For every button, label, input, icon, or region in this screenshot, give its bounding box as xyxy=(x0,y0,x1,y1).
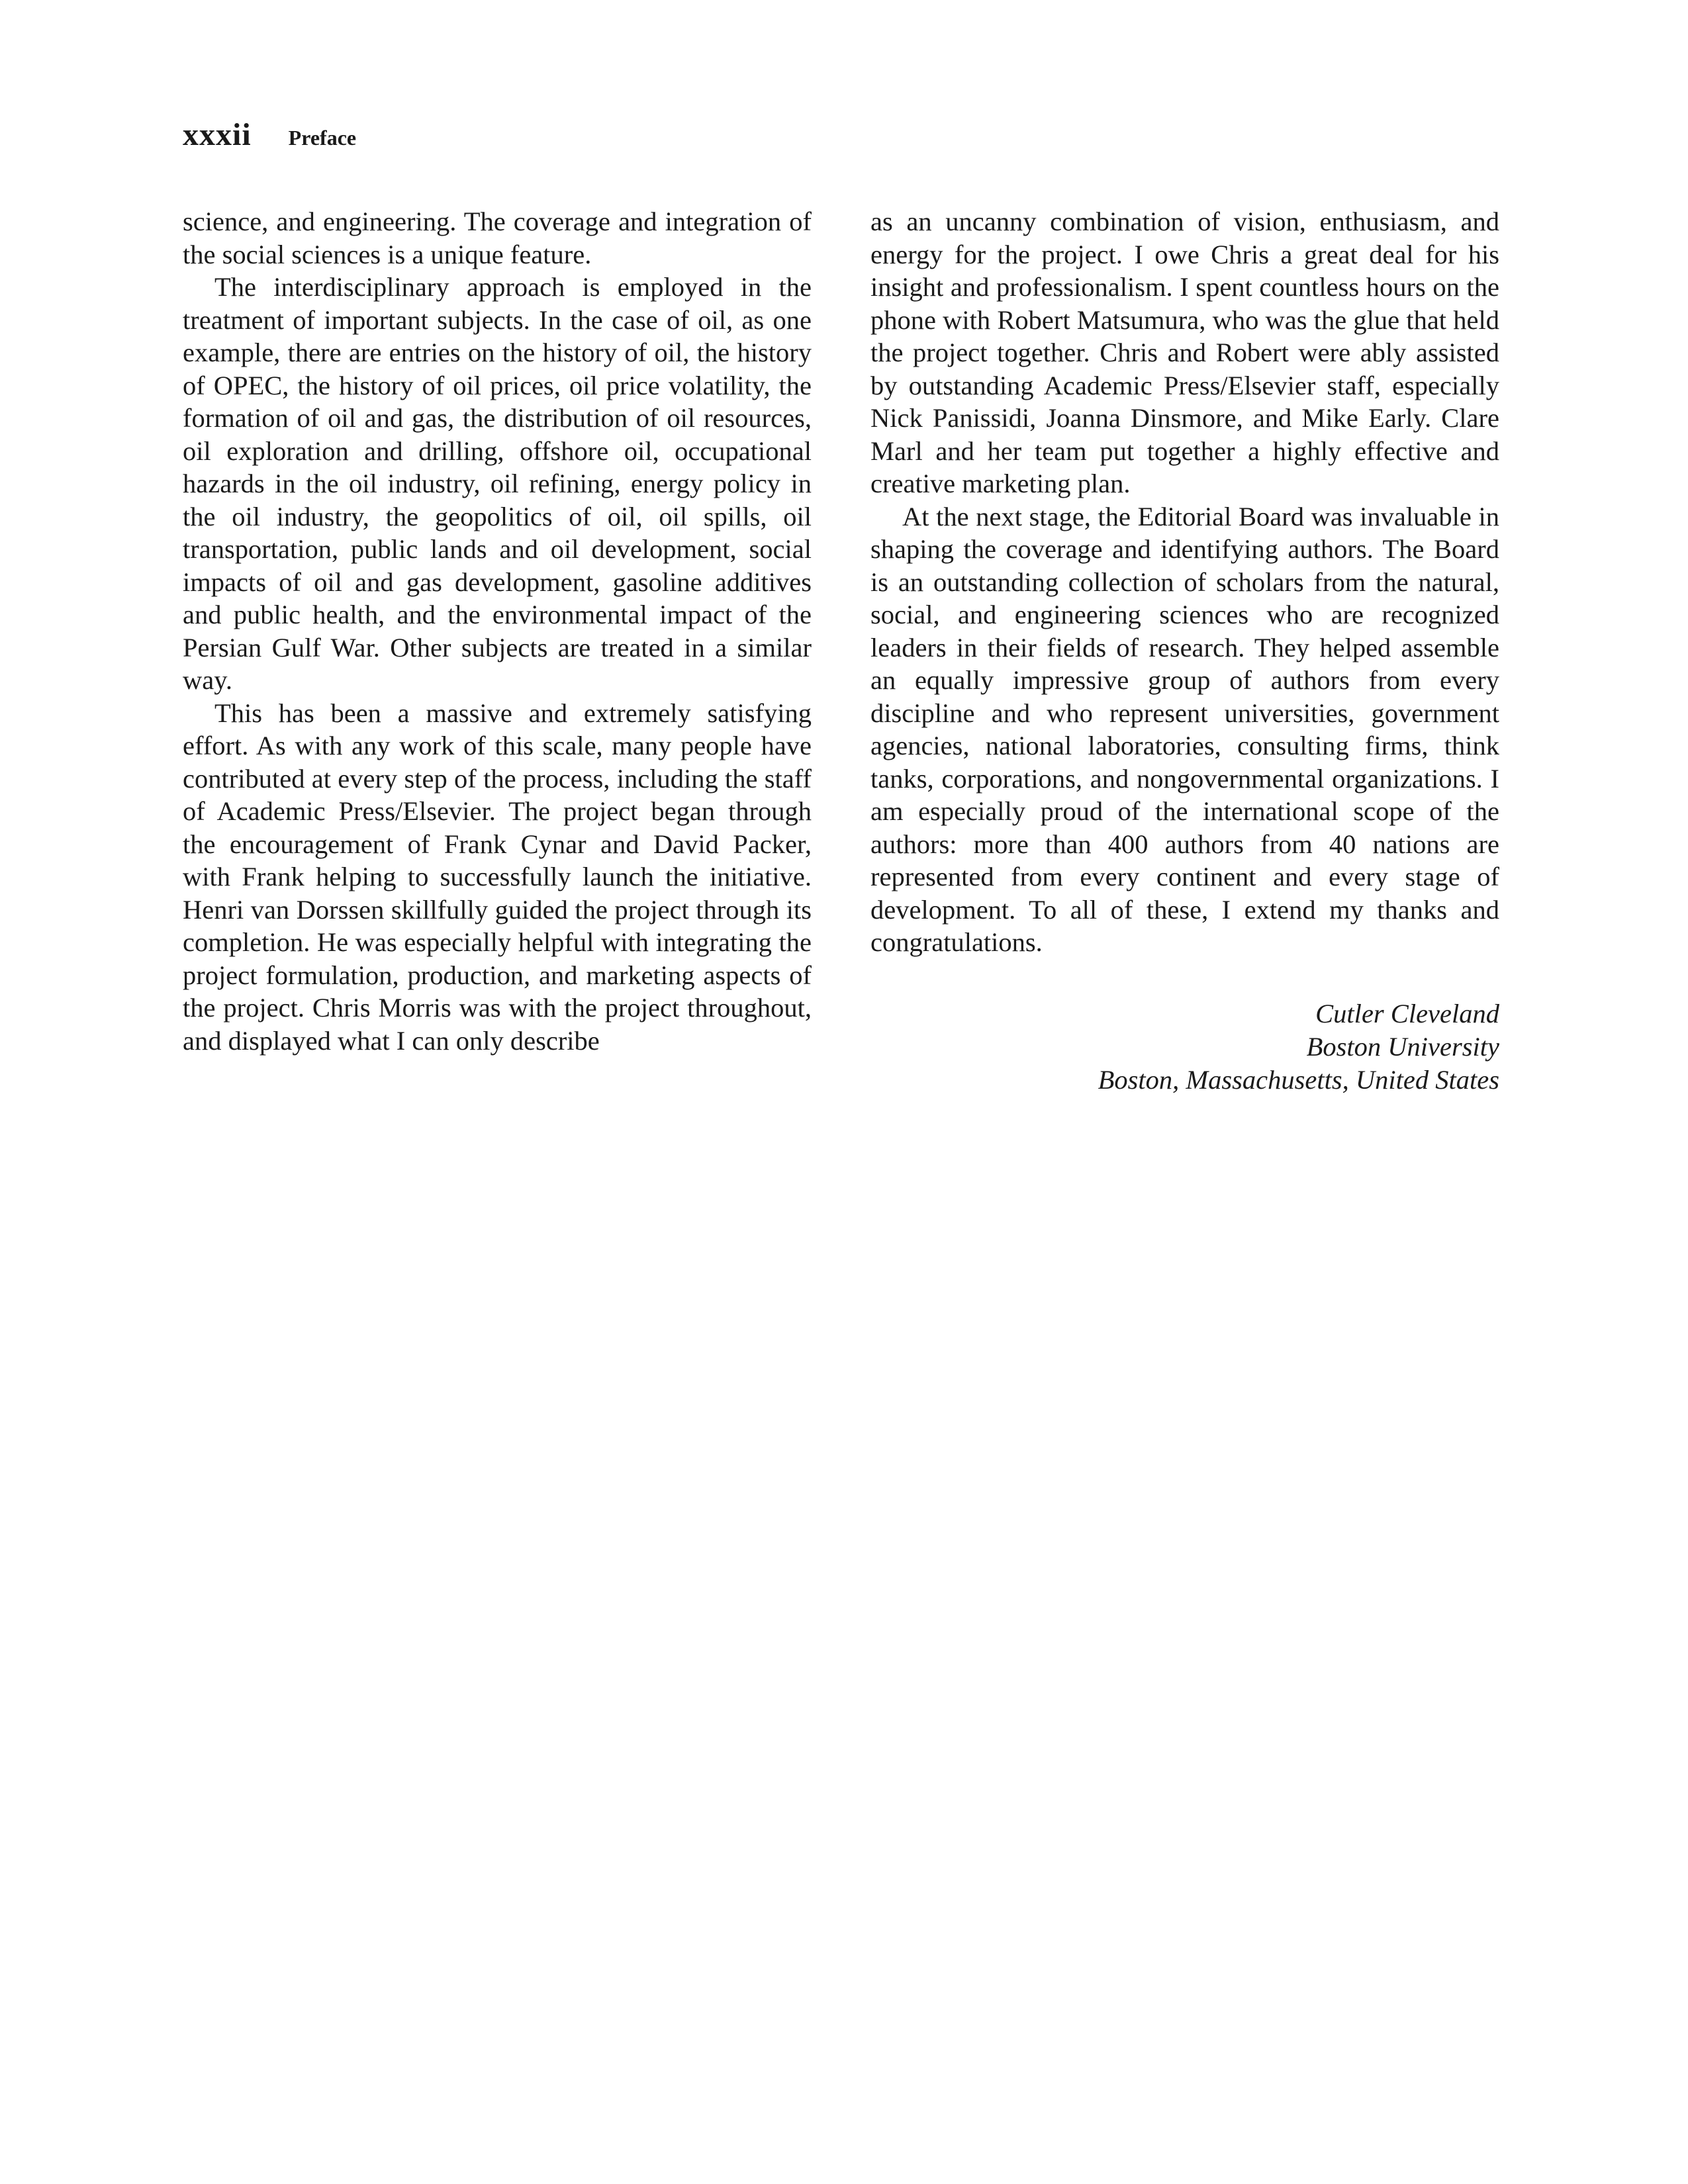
signature-name: Cutler Cleveland xyxy=(1315,998,1499,1028)
paragraph-continued-right: as an uncanny combination of vision, enthusiasm, and energy for the project. I owe Chris a great deal for his insight and professionalism. I spent countless hours on the phone with Robert Matsumura, who was the glue that held the project together. Chris and Robert were ably assisted by outstanding Academic Press/Elsevier staff, especially Nick Panissidi, Joanna Dinsmore, and Mike Early. Clare Marl and her team put together a highly effective and creative marketing plan. xyxy=(870,206,1499,498)
paragraph-acknowledgments: This has been a massive and extremely satisfying effort. As with any work of this scale, many people have contributed at every step of the process, including the staff of Academic Press/Elsevier. The project began through the encouragement of Frank Cynar and David Packer, with Frank helping to successfully launch the initiative. Henri van Dorssen skillfully guided the project through its completion. He was especially helpful with integrating the project formulation, production, and marketing aspects of the project. Chris Morris was with the project throughout, and displayed what I can only describe xyxy=(183,698,812,1056)
right-column xyxy=(870,205,1499,1097)
page-number: xxxii xyxy=(183,117,252,152)
signature-block xyxy=(870,997,1499,1097)
signature-location: Boston, Massachusetts, United States xyxy=(1098,1064,1499,1095)
section-title: Preface xyxy=(288,126,357,150)
left-column xyxy=(183,205,812,1057)
paragraph-continued: science, and engineering. The coverage and integration of the social sciences is a unique feature. xyxy=(183,206,812,269)
paragraph-editorial-board: At the next stage, the Editorial Board was invaluable in shaping the coverage and identifying authors. The Board is an outstanding collection of scholars from the natural, social, and engineering sciences who are recognized leaders in their fields of research. They helped assemble an equally impressive group of authors from every discipline and who represent universities, government agencies, national laboratories, consulting firms, think tanks, corporations, and nongovernmental organizations. I am especially proud of the international scope of the authors: more than 400 authors from 40 nations are represented from every continent and every stage of development. To all of these, I extend my thanks and congratulations. xyxy=(870,501,1499,957)
paragraph-interdisciplinary: The interdisciplinary approach is employed in the treatment of important subjects. In the case of oil, as one example, there are entries on the history of oil, the history of OPEC, the history of oil prices, oil price volatility, the formation of oil and gas, the distribution of oil resources, oil exploration and drilling, offshore oil, occupational hazards in the oil industry, oil refining, energy policy in the oil industry, the geopolitics of oil, oil spills, oil transportation, public lands and oil development, social impacts of oil and gas development, gasoline additives and public health, and the environmental impact of the Persian Gulf War. Other subjects are treated in a similar way. xyxy=(183,272,812,695)
running-head xyxy=(183,116,356,163)
signature-affiliation: Boston University xyxy=(1306,1031,1499,1062)
